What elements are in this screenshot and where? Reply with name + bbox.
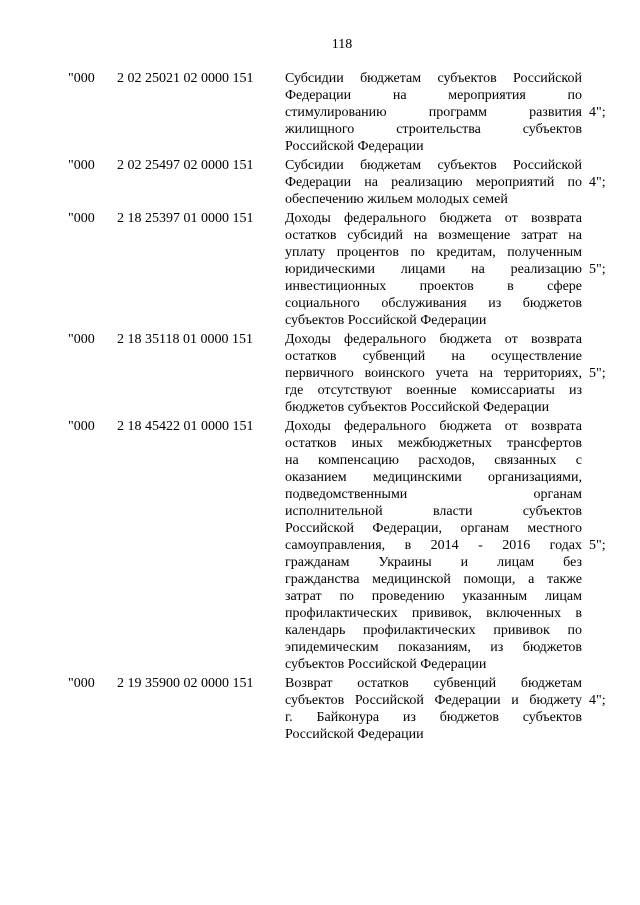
description-line: Доходы федерального бюджета от возврата bbox=[285, 211, 582, 226]
description-line: социального обслуживания из бюджетов bbox=[285, 296, 582, 311]
table-row bbox=[0, 70, 640, 155]
description-line: Субсидии бюджетам субъектов Российской bbox=[285, 158, 582, 173]
description-line: г. Байконура из бюджетов субъектов bbox=[285, 710, 582, 725]
description-line: бюджетов субъектов Российской Федерации bbox=[285, 400, 550, 415]
description-line: где отсутствуют военные комиссариаты из bbox=[285, 383, 582, 398]
description-line: оказанием медицинскими организациями, bbox=[285, 470, 582, 485]
allocation-norm: 4"; bbox=[589, 693, 606, 708]
admin-code: "000 bbox=[68, 676, 95, 691]
admin-code: "000 bbox=[68, 332, 95, 347]
description-line: Субсидии бюджетам субъектов Российской bbox=[285, 71, 582, 86]
description-line: юридическими лицами на реализацию bbox=[285, 262, 582, 277]
allocation-norm: 4"; bbox=[589, 175, 606, 190]
description-line: подведомственными органам bbox=[285, 487, 582, 502]
allocation-norm: 5"; bbox=[589, 538, 606, 553]
description-line: исполнительной власти субъектов bbox=[285, 504, 582, 519]
description-line: Возврат остатков субвенций бюджетам bbox=[285, 676, 582, 691]
description-line: остатков субсидий на возмещение затрат на bbox=[285, 228, 582, 243]
description-line: субъектов Российской Федерации bbox=[285, 313, 487, 328]
description-line: Федерации на реализацию мероприятий по bbox=[285, 175, 582, 190]
allocation-norm: 5"; bbox=[589, 262, 606, 277]
description-line: профилактических прививок, включенных в bbox=[285, 606, 582, 621]
admin-code: "000 bbox=[68, 419, 95, 434]
description-line: субъектов Российской Федерации bbox=[285, 657, 487, 672]
budget-classification-code: 2 18 45422 01 0000 151 bbox=[117, 419, 254, 434]
description-line: Российской Федерации bbox=[285, 139, 424, 154]
description-line: Российской Федерации bbox=[285, 727, 424, 742]
description-line: календарь профилактических прививок по bbox=[285, 623, 582, 638]
description-line: эпидемическим показаниям, из бюджетов bbox=[285, 640, 582, 655]
description-line: Российской Федерации, органам местного bbox=[285, 521, 582, 536]
admin-code: "000 bbox=[68, 71, 95, 86]
budget-classification-code: 2 18 35118 01 0000 151 bbox=[117, 332, 253, 347]
page-number: 118 bbox=[331, 37, 353, 52]
income-description bbox=[285, 418, 582, 673]
income-description bbox=[285, 157, 582, 208]
description-line: обеспечению жильем молодых семей bbox=[285, 192, 508, 207]
description-line: субъектов Российской Федерации и бюджету bbox=[285, 693, 582, 708]
allocation-norm: 4"; bbox=[589, 105, 606, 120]
description-line: первичного воинского учета на территориях, bbox=[285, 366, 582, 381]
description-line: уплату процентов по кредитам, полученным bbox=[285, 245, 582, 260]
budget-code-table bbox=[0, 70, 640, 743]
description-line: остатков иных межбюджетных трансфертов bbox=[285, 436, 582, 451]
income-description bbox=[285, 70, 582, 155]
budget-classification-code: 2 18 25397 01 0000 151 bbox=[117, 211, 254, 226]
budget-classification-code: 2 19 35900 02 0000 151 bbox=[117, 676, 254, 691]
description-line: затрат по проведению указанным лицам bbox=[285, 589, 582, 604]
income-description bbox=[285, 675, 582, 743]
description-line: инвестиционных проектов в сфере bbox=[285, 279, 582, 294]
description-line: на компенсацию расходов, связанных с bbox=[285, 453, 582, 468]
table-row bbox=[0, 331, 640, 416]
description-line: жилищного строительства субъектов bbox=[285, 122, 582, 137]
description-line: самоуправления, в 2014 - 2016 годах bbox=[285, 538, 582, 553]
budget-classification-code: 2 02 25021 02 0000 151 bbox=[117, 71, 254, 86]
table-row bbox=[0, 675, 640, 743]
description-line: Доходы федерального бюджета от возврата bbox=[285, 332, 582, 347]
description-line: гражданства медицинской помощи, а также bbox=[285, 572, 582, 587]
description-line: гражданам Украины и лицам без bbox=[285, 555, 582, 570]
description-line: Доходы федерального бюджета от возврата bbox=[285, 419, 582, 434]
description-line: стимулированию программ развития bbox=[285, 105, 582, 120]
table-row bbox=[0, 418, 640, 673]
admin-code: "000 bbox=[68, 158, 95, 173]
table-row bbox=[0, 157, 640, 208]
description-line: Федерации на мероприятия по bbox=[285, 88, 582, 103]
income-description bbox=[285, 331, 582, 416]
budget-classification-code: 2 02 25497 02 0000 151 bbox=[117, 158, 254, 173]
admin-code: "000 bbox=[68, 211, 95, 226]
description-line: остатков субвенций на осуществление bbox=[285, 349, 582, 364]
allocation-norm: 5"; bbox=[589, 366, 606, 381]
table-row bbox=[0, 210, 640, 329]
income-description bbox=[285, 210, 582, 329]
